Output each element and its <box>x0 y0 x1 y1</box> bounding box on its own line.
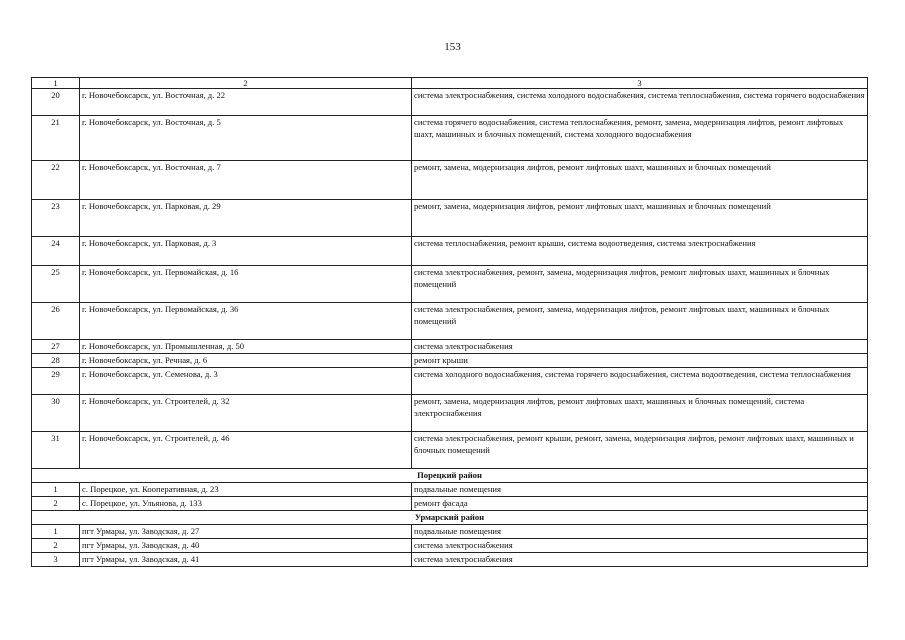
table-row <box>32 89 868 116</box>
table-row <box>32 432 868 469</box>
table-row <box>32 116 868 161</box>
page-number: 153 <box>444 41 461 53</box>
row-address: г. Новочебоксарск, ул. Речная, д. 6 <box>80 354 412 368</box>
table-row <box>32 553 868 567</box>
table-row <box>32 161 868 200</box>
row-address: г. Новочебоксарск, ул. Первомайская, д. 16 <box>80 266 412 303</box>
table-row <box>32 200 868 237</box>
row-works: ремонт крыши <box>412 354 868 368</box>
row-address: пгт Урмары, ул. Заводская, д. 40 <box>80 539 412 553</box>
table-row <box>32 368 868 395</box>
row-address: г. Новочебоксарск, ул. Семенова, д. 3 <box>80 368 412 395</box>
row-address: с. Порецкое, ул. Ульянова, д. 133 <box>80 497 412 511</box>
row-works: ремонт фасада <box>412 497 868 511</box>
row-works: ремонт, замена, модернизация лифтов, ремонт лифтовых шахт, машинных и блочных помещений <box>412 200 868 237</box>
row-address: г. Новочебоксарск, ул. Восточная, д. 5 <box>80 116 412 161</box>
row-works: система электроснабжения, ремонт, замена, модернизация лифтов, ремонт лифтовых шахт, машинных и блочных помещений <box>412 266 868 303</box>
row-address: г. Новочебоксарск, ул. Строителей, д. 32 <box>80 395 412 432</box>
row-works: подвальные помещения <box>412 483 868 497</box>
row-works: система холодного водоснабжения, система горячего водоснабжения, система водоотведения, система теплоснабжения <box>412 368 868 395</box>
row-address: г. Новочебоксарск, ул. Первомайская, д. 36 <box>80 303 412 340</box>
table-row <box>32 266 868 303</box>
row-number: 26 <box>32 303 80 340</box>
works-table-body <box>32 78 868 567</box>
row-address: г. Новочебоксарск, ул. Промышленная, д. 50 <box>80 340 412 354</box>
row-number: 21 <box>32 116 80 161</box>
row-address: г. Новочебоксарск, ул. Строителей, д. 46 <box>80 432 412 469</box>
row-number: 27 <box>32 340 80 354</box>
table-row <box>32 237 868 266</box>
row-number: 30 <box>32 395 80 432</box>
row-number: 24 <box>32 237 80 266</box>
row-works: система электроснабжения, система холодного водоснабжения, система теплоснабжения, система горячего водоснабжения <box>412 89 868 116</box>
row-address: пгт Урмары, ул. Заводская, д. 41 <box>80 553 412 567</box>
section-row <box>32 511 868 525</box>
row-number: 25 <box>32 266 80 303</box>
works-table <box>31 77 868 567</box>
table-row <box>32 354 868 368</box>
row-number: 31 <box>32 432 80 469</box>
row-address: г. Новочебоксарск, ул. Восточная, д. 7 <box>80 161 412 200</box>
row-number: 28 <box>32 354 80 368</box>
section-title: Порецкий район <box>32 469 868 483</box>
header-row <box>32 78 868 89</box>
row-works: система электроснабжения <box>412 553 868 567</box>
table-row <box>32 340 868 354</box>
table-row <box>32 539 868 553</box>
row-number: 23 <box>32 200 80 237</box>
row-works: система горячего водоснабжения, система теплоснабжения, ремонт, замена, модернизация лифтов, ремонт лифтовых шахт, машинных и блочных помещений, система холодного водоснабжения <box>412 116 868 161</box>
row-address: г. Новочебоксарск, ул. Парковая, д. 3 <box>80 237 412 266</box>
table-row <box>32 483 868 497</box>
header-col-works: 3 <box>412 78 868 89</box>
row-number: 1 <box>32 525 80 539</box>
row-address: г. Новочебоксарск, ул. Парковая, д. 29 <box>80 200 412 237</box>
header-col-address: 2 <box>80 78 412 89</box>
row-address: г. Новочебоксарск, ул. Восточная, д. 22 <box>80 89 412 116</box>
row-works: система электроснабжения <box>412 539 868 553</box>
row-address: с. Порецкое, ул. Кооперативная, д. 23 <box>80 483 412 497</box>
row-works: система теплоснабжения, ремонт крыши, система водоотведения, система электроснабжения <box>412 237 868 266</box>
row-works: система электроснабжения, ремонт, замена, модернизация лифтов, ремонт лифтовых шахт, машинных и блочных помещений <box>412 303 868 340</box>
row-number: 2 <box>32 497 80 511</box>
table-row <box>32 497 868 511</box>
section-title: Урмарский район <box>32 511 868 525</box>
table-row <box>32 395 868 432</box>
table-row <box>32 303 868 340</box>
row-number: 20 <box>32 89 80 116</box>
table-row <box>32 525 868 539</box>
row-number: 29 <box>32 368 80 395</box>
row-address: пгт Урмары, ул. Заводская, д. 27 <box>80 525 412 539</box>
row-works: система электроснабжения <box>412 340 868 354</box>
header-col-number: 1 <box>32 78 80 89</box>
row-number: 1 <box>32 483 80 497</box>
row-works: ремонт, замена, модернизация лифтов, ремонт лифтовых шахт, машинных и блочных помещений, система электроснабжения <box>412 395 868 432</box>
row-number: 2 <box>32 539 80 553</box>
row-number: 22 <box>32 161 80 200</box>
row-works: ремонт, замена, модернизация лифтов, ремонт лифтовых шахт, машинных и блочных помещений <box>412 161 868 200</box>
row-works: система электроснабжения, ремонт крыши, ремонт, замена, модернизация лифтов, ремонт лифтовых шахт, машинных и блочных помещений <box>412 432 868 469</box>
row-number: 3 <box>32 553 80 567</box>
row-works: подвальные помещения <box>412 525 868 539</box>
section-row <box>32 469 868 483</box>
